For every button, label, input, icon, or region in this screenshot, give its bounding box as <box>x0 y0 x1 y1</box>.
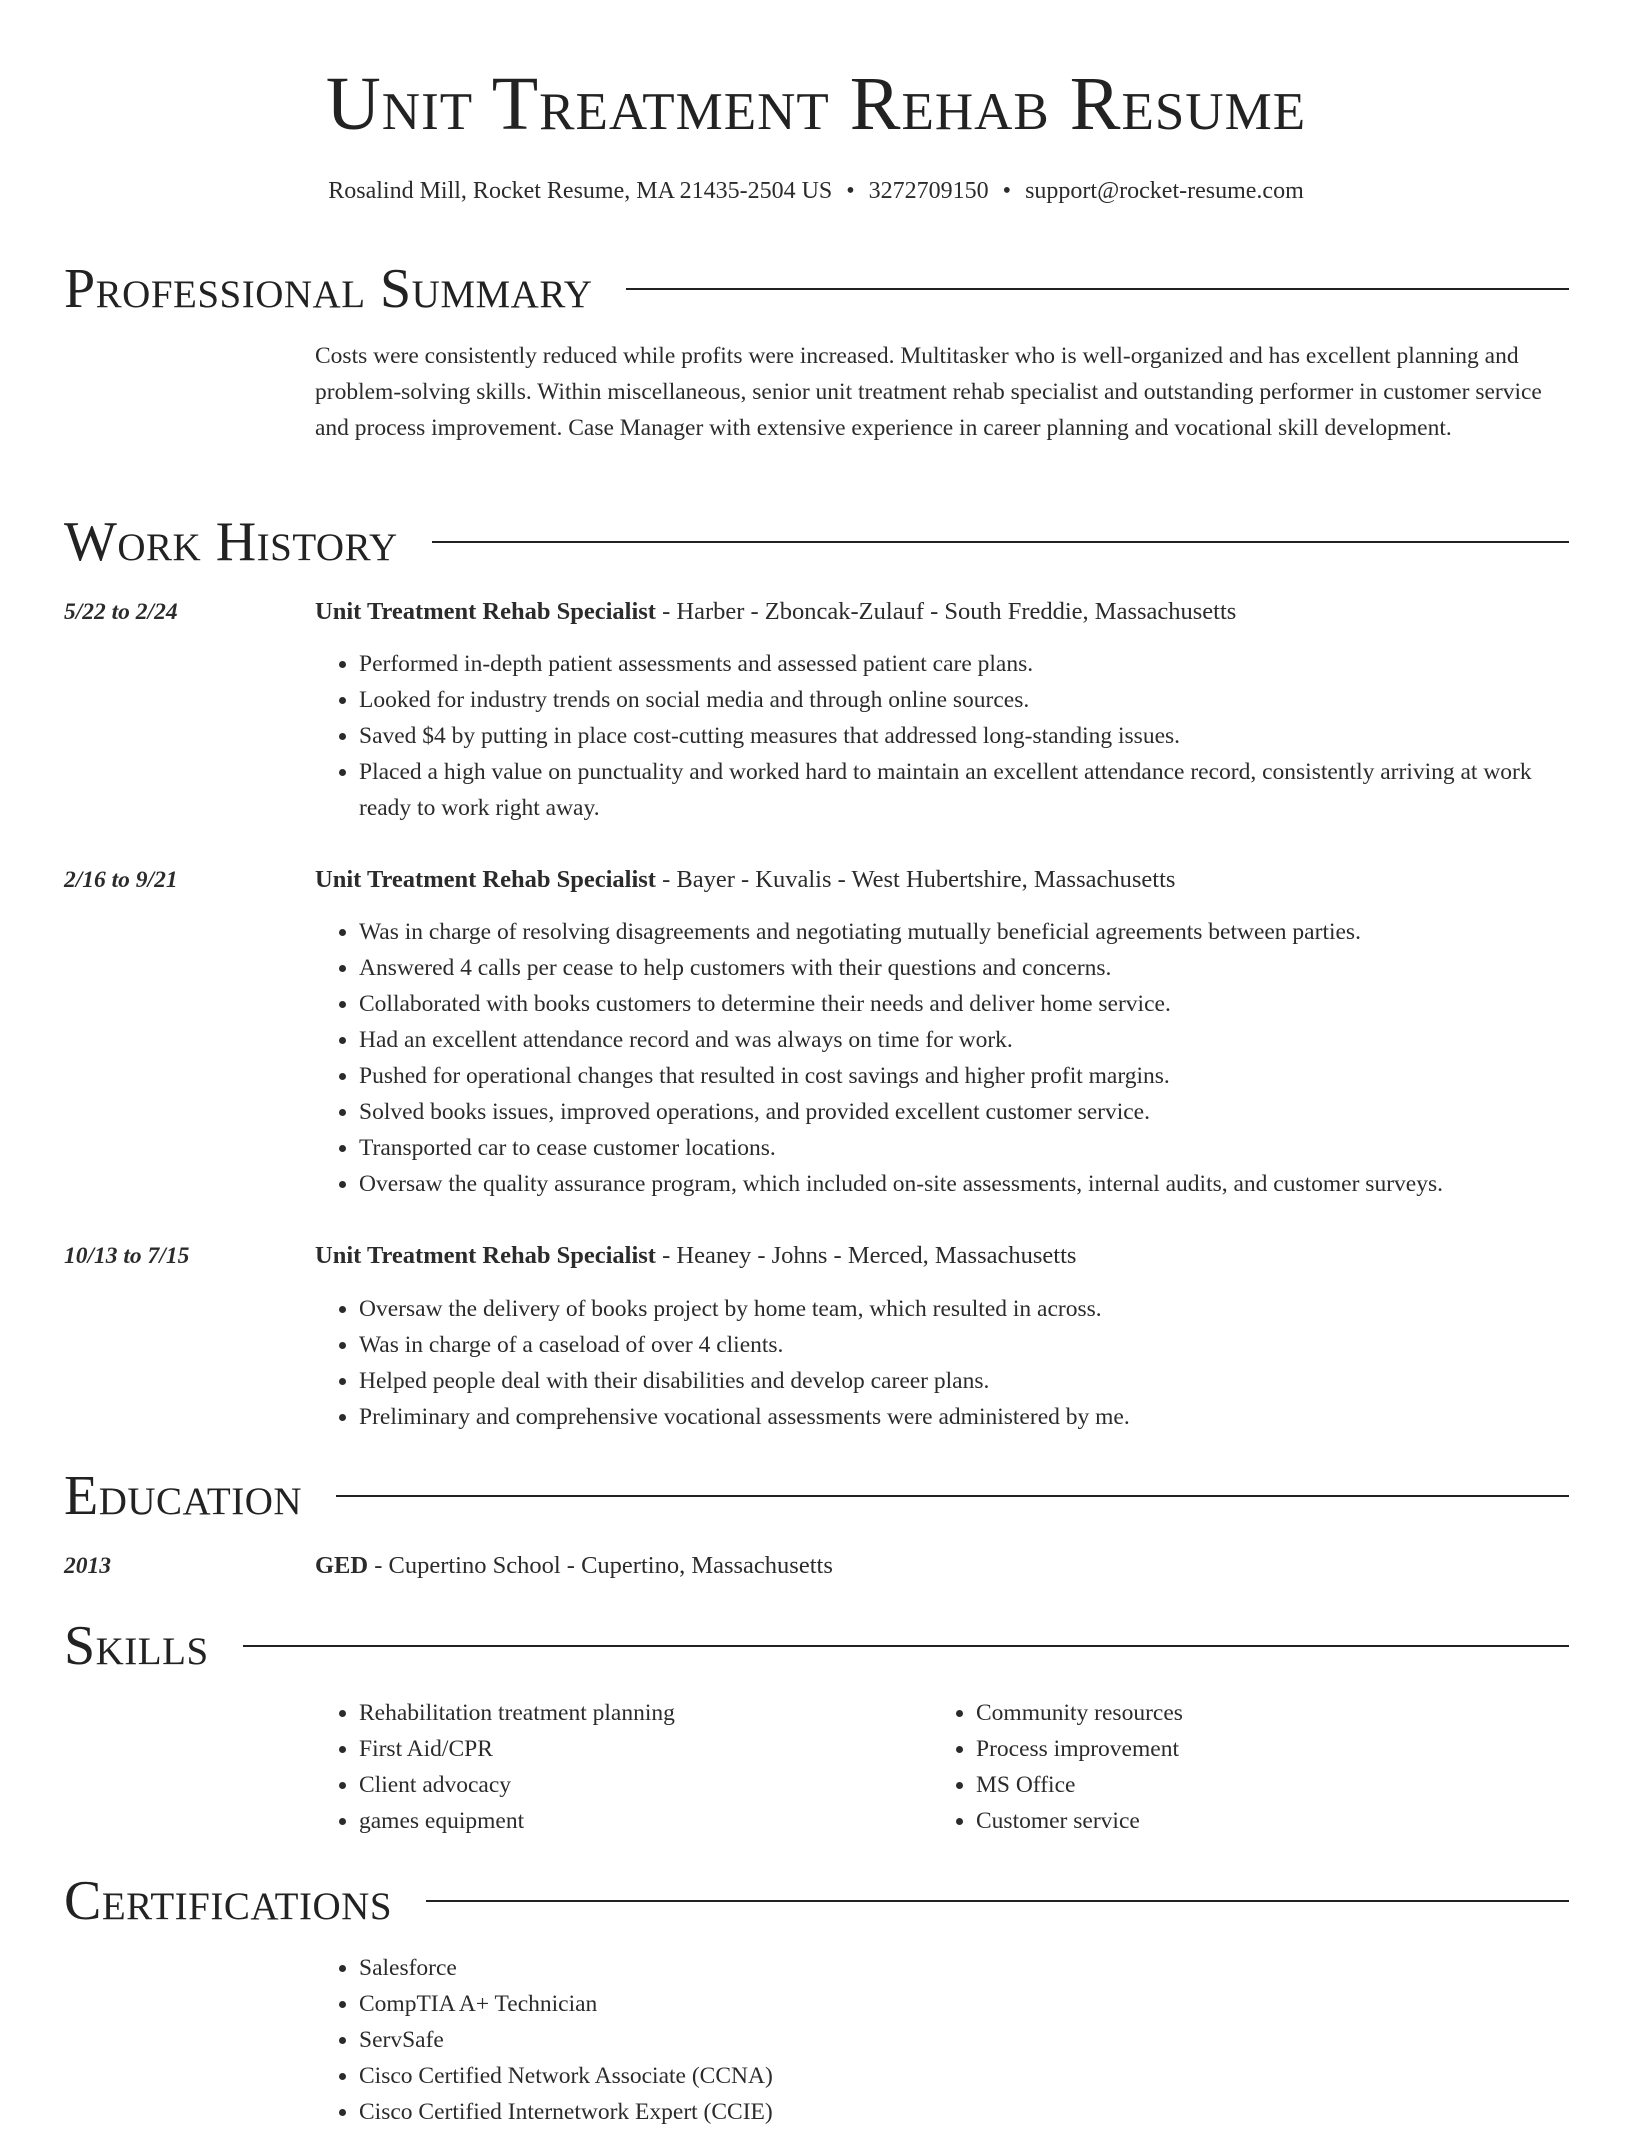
education-degree: GED <box>315 1552 369 1579</box>
job-bullet: • Pushed for operational changes that resulted in cost savings and higher profit margins. <box>359 1058 1570 1094</box>
skill-item: • Rehabilitation treatment planning <box>359 1695 919 1731</box>
job-bullet: • Performed in-depth patient assessments and assessed patient care plans. <box>359 646 1570 682</box>
job-bullet: • Had an excellent attendance record and was always on time for work. <box>359 1022 1570 1058</box>
section-divider <box>426 1900 1569 1902</box>
job-bullet: • Looked for industry trends on social media and through online sources. <box>359 682 1570 718</box>
job-bullets <box>315 914 1570 1202</box>
job-bullet: • Saved $4 by putting in place cost-cutting measures that addressed long-standing issues. <box>359 718 1570 754</box>
job-bullet: • Transported car to cease customer locations. <box>359 1130 1570 1166</box>
skill-item: • First Aid/CPR <box>359 1731 919 1767</box>
contact-address: Rosalind Mill, Rocket Resume, MA 21435-2504 US <box>328 178 833 204</box>
job-bullet: • Helped people deal with their disabilities and develop career plans. <box>359 1363 1570 1399</box>
job-title: Unit Treatment Rehab Specialist <box>315 598 656 625</box>
job-bullet: • Solved books issues, improved operations, and provided excellent customer service. <box>359 1094 1570 1130</box>
contact-line <box>0 174 1632 208</box>
summary-text: Costs were consistently reduced while profits were increased. Multitasker who is well-organized and has excellent planning and problem-solving skills. Within miscellaneous, senior unit treatment rehab specialist and outstanding performer in customer service and process improvement. Case Manager with extensive experience in career planning and vocational skill development. <box>315 343 1542 441</box>
job-bullet: • Answered 4 calls per cease to help customers with their questions and concerns. <box>359 950 1570 986</box>
certification-item: • Cisco Certified Network Associate (CCNA) <box>359 2058 1614 2094</box>
skill-item: • MS Office <box>976 1767 1576 1803</box>
skills-list-right <box>932 1695 1576 1839</box>
job-heading <box>315 862 1570 898</box>
certification-item: • CompTIA A+ Technician <box>359 1986 1614 2022</box>
job-bullet: • Oversaw the quality assurance program, which included on-site assessments, internal audits, and customer surveys. <box>359 1166 1570 1202</box>
job-bullet: • Was in charge of a caseload of over 4 clients. <box>359 1327 1570 1363</box>
section-title-work-history: Work History <box>64 511 398 573</box>
contact-separator: • <box>1002 178 1012 204</box>
job-dates: 10/13 to 7/15 <box>64 1243 190 1269</box>
section-title-summary: Professional Summary <box>64 258 593 320</box>
section-title-skills: Skills <box>64 1615 209 1677</box>
certification-item: • Salesforce <box>359 1950 1614 1986</box>
skill-item: • Client advocacy <box>359 1767 919 1803</box>
job-bullets <box>315 1291 1570 1435</box>
skills-list-left <box>315 1695 919 1839</box>
contact-separator: • <box>846 178 855 204</box>
job-bullet: • Placed a high value on punctuality and worked hard to maintain an excellent attendance record, consistently arriving at work ready to work right away. <box>359 754 1570 826</box>
section-title-certifications: Certifications <box>64 1870 393 1932</box>
job-dates: 5/22 to 2/24 <box>64 599 178 625</box>
section-header-certifications <box>64 1866 1569 1936</box>
section-header-summary <box>64 254 1569 324</box>
section-divider <box>336 1495 1569 1497</box>
job-bullet: • Oversaw the delivery of books project by home team, which resulted in across. <box>359 1291 1570 1327</box>
section-header-education <box>64 1461 1569 1531</box>
skill-item: • Process improvement <box>976 1731 1576 1767</box>
contact-email: support@rocket-resume.com <box>1025 178 1304 204</box>
certification-item: • ServSafe <box>359 2022 1614 2058</box>
job-title: Unit Treatment Rehab Specialist <box>315 1242 656 1269</box>
certifications-list <box>315 1950 1614 2130</box>
education-details: - Cupertino School - Cupertino, Massachusetts <box>368 1552 833 1579</box>
job-bullet: • Collaborated with books customers to determine their needs and deliver home service. <box>359 986 1570 1022</box>
job-details: - Harber - Zboncak-Zulauf - South Freddie, Massachusetts <box>655 598 1237 625</box>
job-bullets <box>315 646 1570 826</box>
section-divider <box>432 541 1569 543</box>
job-details: - Heaney - Johns - Merced, Massachusetts <box>655 1242 1077 1269</box>
section-header-skills <box>64 1611 1569 1681</box>
skill-item: • games equipment <box>359 1803 919 1839</box>
contact-phone: 3272709150 <box>868 178 989 204</box>
certification-item: • Cisco Certified Internetwork Expert (CCIE) <box>359 2094 1614 2130</box>
job-dates: 2/16 to 9/21 <box>64 867 178 893</box>
education-entry <box>315 1548 1570 1584</box>
skill-item: • Customer service <box>976 1803 1576 1839</box>
job-bullet: • Was in charge of resolving disagreements and negotiating mutually beneficial agreements between parties. <box>359 914 1570 950</box>
job-title: Unit Treatment Rehab Specialist <box>315 866 656 893</box>
job-details: - Bayer - Kuvalis - West Hubertshire, Massachusetts <box>655 866 1176 893</box>
section-divider <box>243 1645 1569 1647</box>
job-heading <box>315 1238 1570 1274</box>
section-header-work-history <box>64 507 1569 577</box>
section-divider <box>626 288 1569 290</box>
skill-item: • Community resources <box>976 1695 1576 1731</box>
education-year: 2013 <box>64 1553 111 1579</box>
resume-title: Unit Treatment Rehab Resume <box>325 62 1307 146</box>
job-bullet: • Preliminary and comprehensive vocational assessments were administered by me. <box>359 1399 1570 1435</box>
job-heading <box>315 594 1570 630</box>
section-title-education: Education <box>64 1465 303 1527</box>
